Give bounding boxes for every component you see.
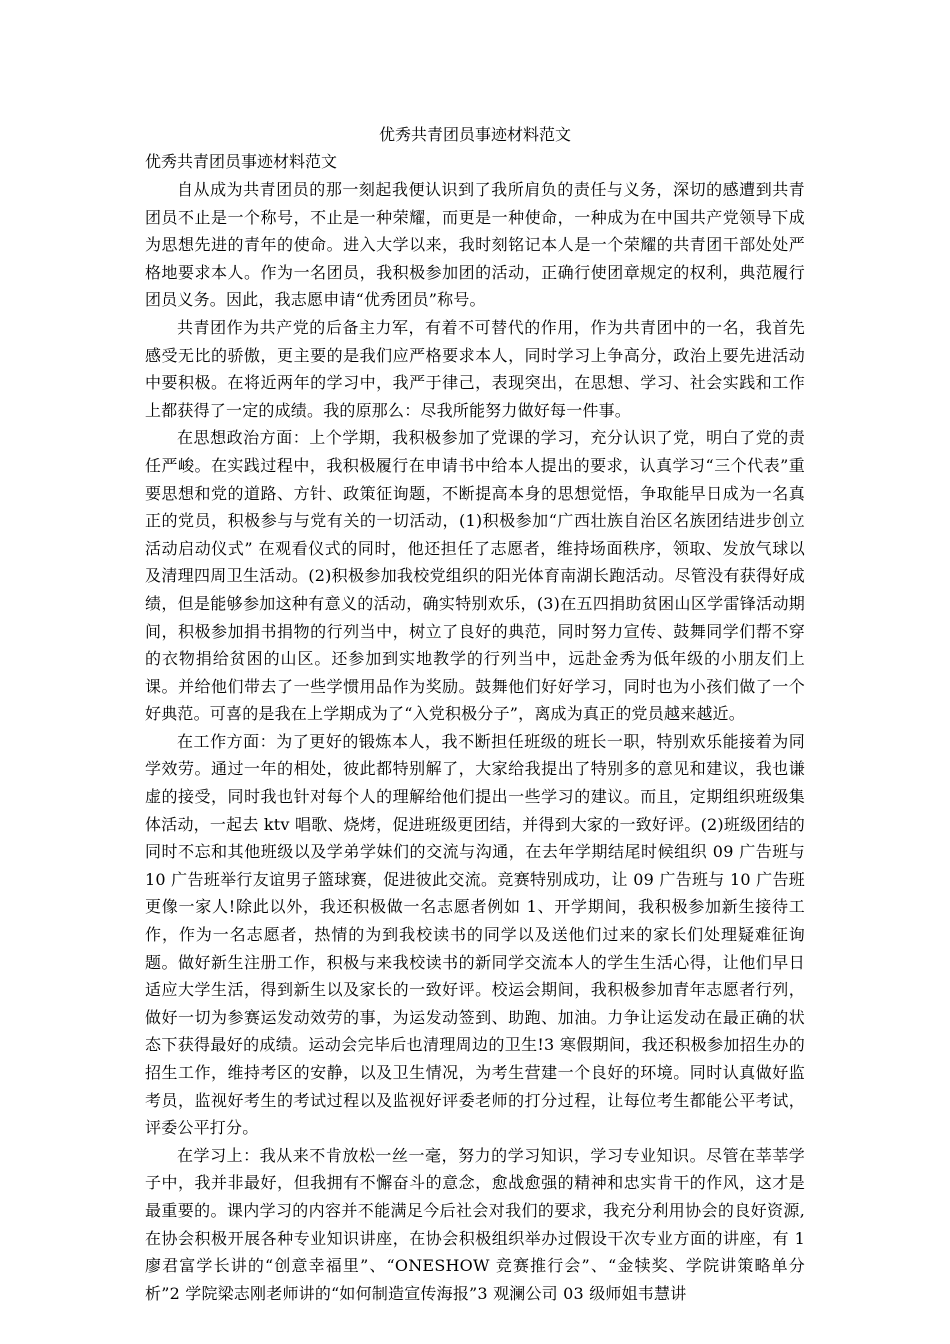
- paragraph-youth-league-role: 共青团作为共产党的后备主力军，有着不可替代的作用，作为共青团中的一名，我首先感受无比的骄傲，更主要的是我们应严格要求本人，同时学习上争高分，政治上要先进活动中要积极。在将近两年的学习中，我严于律己，表现突出，在思想、学习、社会实践和工作上都获得了一定的成绩。我的原那么：尽我所能努力做好每一件事。: [145, 317, 805, 420]
- document-title: 优秀共青团员事迹材料范文: [378, 125, 571, 144]
- document-body: [145, 176, 805, 1307]
- paragraph-political-thought: 在思想政治方面：上个学期，我积极参加了党课的学习，充分认识了党，明白了党的责任严峻。在实践过程中，我积极履行在申请书中给本人提出的要求，认真学习“三个代表”重要思想和党的道路、方针、政策征询题，不断提高本身的思想觉悟，争取能早日成为一名真正的党员，积极参与与党有关的一切活动，(1)积极参加“广西壮族自治区名族团结进步创立活动启动仪式” 在观看仪式的同时，他还担任了志愿者，维持场面秩序，领取、发放气球以及清理四周卫生活动。(2)积极参加我校党组织的阳光体育南湖长跑活动。尽管没有获得好成绩，但是能够参加这种有意义的活动，确实特别欢乐，(3)在五四捐助贫困山区学雷锋活动期间，积极参加捐书捐物的行列当中，树立了良好的典范，同时努力宣传、鼓舞同学们帮不穿的衣物捐给贫困的山区。还参加到实地教学的行列当中，远赴金秀为低年级的小朋友们上课。并给他们带去了一些学惯用品作为奖励。鼓舞他们好好学习，同时也为小孩们做了一个好典范。可喜的是我在上学期成为了“入党积极分子”，离成为真正的党员越来越近。: [145, 428, 805, 724]
- document-subtitle: 优秀共青团员事迹材料范文: [145, 152, 338, 171]
- paragraph-study: 在学习上：我从来不肯放松一丝一毫，努力的学习知识，学习专业知识。尽管在莘莘学子中，我并非最好，但我拥有不懈奋斗的意念，愈战愈强的精神和忠实肯干的作风，这才是最重要的。课内学习的内容并不能满足今后社会对我们的要求，我充分利用协会的良好资源,在协会积极开展各种专业知识讲座，在协会积极组织举办过假设干次专业方面的讲座，有 1 廖君富学长讲的“创意幸福里”、“ONESHOW 竞赛推行会”、“金犊奖、学院讲策略单分析”2 学院梁志刚老师讲的“如何制造宣传海报”3 观澜公司 03 级师姐韦慧讲: [145, 1145, 805, 1303]
- paragraph-introduction: 自从成为共青团员的那一刻起我便认识到了我所肩负的责任与义务，深切的感遭到共青团员不止是一个称号，不止是一种荣耀，而更是一种使命，一种成为在中国共产党领导下成为思想先进的青年的使命。进入大学以来，我时刻铭记本人是一个荣耀的共青团干部处处严格地要求本人。作为一名团员，我积极参加团的活动，正确行使团章规定的权利，典范履行团员义务。因此，我志愿申请“优秀团员”称号。: [145, 180, 805, 310]
- paragraph-work: 在工作方面：为了更好的锻炼本人，我不断担任班级的班长一职，特别欢乐能接着为同学效劳。通过一年的相处，彼此都特别解了，大家给我提出了特别多的意见和建议，我也谦虚的接受，同时我也针对每个人的理解给他们提出一些学习的建议。而且，定期组织班级集体活动，一起去 ktv 唱歌、烧烤，促进班级更团结，并得到大家的一致好评。(2)班级团结的同时不忘和其他班级以及学弟学妹们的交流与沟通，在去年学期结尾时候组织 09 广告班与 10 广告班举行友谊男子篮球赛，促进彼此交流。竞赛特别成功，让 09 广告班与 10 广告班更像一家人!除此以外，我还积极做一名志愿者例如 1、开学期间，我积极参加新生接待工作，作为一名志愿者，热情的为到我校读书的同学以及送他们过来的家长们处理疑难征询题。做好新生注册工作，积极与来我校读书的新同学交流本人的学生生活心得，让他们早日适应大学生活，得到新生以及家长的一致好评。校运会期间，我积极参加青年志愿者行列，做好一切为参赛运发动效劳的事，为运发动签到、助跑、加油。力争让运发动在最正确的状态下获得最好的成绩。运动会完毕后也清理周边的卫生!3 寒假期间，我还积极参加招生办的招生工作，维持考区的安静，以及卫生情况，为考生营建一个良好的环境。同时认真做好监考员，监视好考生的考试过程以及监视好评委老师的打分过程，让每位考生都能公平考试，评委公平打分。: [145, 731, 805, 1138]
